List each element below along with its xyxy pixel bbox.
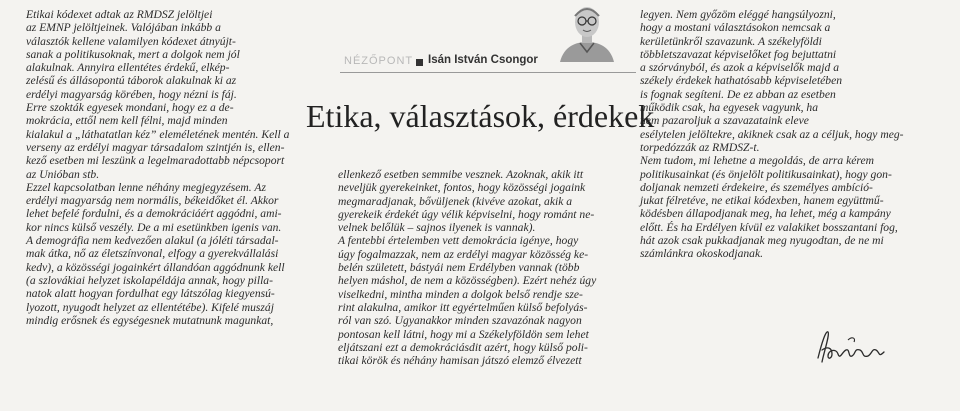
article-column-3: legyen. Nem győzöm eléggé hangsúlyozni, hogy a mostani választásokon nemcsak a kerületünkről szavazunk. A székelyföldi többletszavazat képviselőket fog bejuttatni a szórványból, és azok a képviselők majd a székely érdekek hathatósabb képviseletében is fognak segíteni. De ez abban az esetben működik csak, ha egyesek vagyunk, ha nem pazaroljuk a szavazataink eleve esélytelen jelöltekre, akiknek csak az a céljuk, hogy meg- torpedózzák az RMDSZ-t. Nem tudom, mi lehetne a megoldás, de arra kérem politikusainkat (és önjelölt politikusainkat), hogy gon- doljanak nemzeti érdekeire, és személyes ambíció- jukat félretéve, ne etikai kódexben, hanem együttmű- ködésben állapodjanak meg, ha lehet, még a kampány előtt. És ha Erdélyen kívül ez valakiket bosszantani fog, hát azok csak pukkadjanak meg nyugodtan, de ne mi számlánkra okoskodjanak.: [640, 8, 904, 261]
header-rule: [340, 72, 636, 73]
article-title: Etika, választások, érdekek: [306, 98, 655, 134]
article-column-1: Etikai kódexet adtak az RMDSZ jelöltjei az EMNP jelöltjeinek. Valójában inkább a választók kellene valamilyen kódexet átnyújt- sanak a politikusoknak, mert a dolgok nem jól alakulnak. Annyira ellentétes érdekű, elkép- zelésű és állásopontú táborok alakulnak ki az erdélyi magyarság körében, hogy nézni is fáj. Erre szokták egyesek mondani, hogy ez a de- mokrácia, ettől nem kell félni, majd minden kialakul a „láthatatlan kéz” eleméletének mentén. Kell a verseny az erdélyi magyar társadalom szintjén is, ellen- kező esetben mi leszünk a legelmaradottabb népcsoport az Unióban stb. Ezzel kapcsolatban lenne néhány megjegyzésem. Az erdélyi magyarság nem normális, békeidőket él. Akkor lehet befelé fordulni, és a demokráciáért aggódni, ami- kor nincs külső veszély. De a mi esetünkben igenis van. A demográfia nem kedvezően alakul (a jóléti társadal- mak átka, nő az életszínvonal, elfogy a gyerekvállalási kedv), a közösségi jogainkért állandóan aggódnunk kell (a szlovákiai helyzet iskolapéldája annak, hogy pilla- natok alatt hogyan fordulhat egy látszólag kiegyensú- lyozott, nyugodt helyzet az ellentétébe). Kifelé muszáj mindig erősnek és egységesnek mutatnunk magunkat,: [26, 8, 290, 327]
article-column-2: ellenkező esetben semmibe vesznek. Azoknak, akik itt neveljük gyerekeinket, fontos, hogy közösségi jogaink megmaradjanak, bővüljenek (kivéve azokat, akik a gyerekeik érdekét úgy vélik képviselni, hogy románt ne- velnek belőlük – sajnos ilyenek is vannak). A fentebbi értelemben vett demokrácia igénye, hogy úgy fogalmazzak, nem az erdélyi magyar közösség ke- belén született, bástyái nem Erdélyben vannak (több helyen máshol, de nem a közösségben). Ezért nehéz úgy viselkedni, mintha minden a dolgok belső rendje sze- rint alakulna, amikor itt egyértelműen külső befolyás- ról van szó. Ugyanakkor minden szavazónak nagyon pontosan kell látni, hogy mi a Székelyföldön sem lehet eljátszani ezt a demokráciásdit azért, hogy külső poli- tikai körök és néhány hamisan játszó elemző élvezett: [338, 168, 597, 368]
author-photo: [556, 0, 618, 62]
author-name: Isán István Csongor: [428, 54, 538, 66]
separator-square-icon: [416, 59, 423, 66]
author-signature: [812, 322, 892, 368]
section-label: NÉZŐPONT: [344, 55, 414, 67]
